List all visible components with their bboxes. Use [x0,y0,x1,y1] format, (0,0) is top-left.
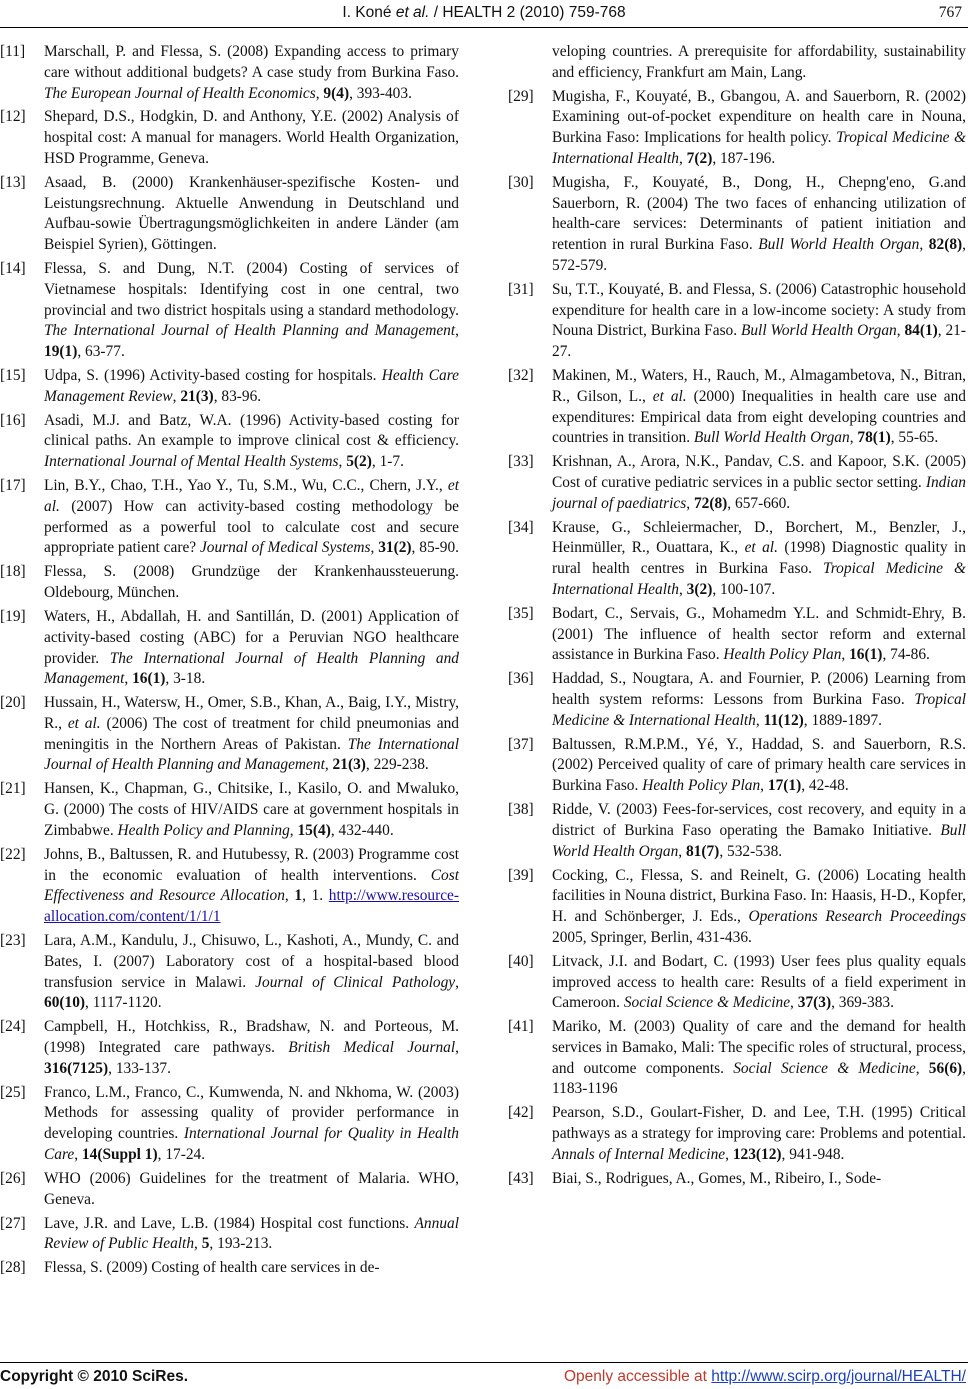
reference-text [44,608,459,687]
reference-segment: , 229-238. [365,756,429,774]
references-right-column [508,42,966,1193]
reference-volume: 14(Suppl 1) [81,1145,158,1163]
reference-entry [0,845,459,928]
reference-segment: veloping countries. A prerequisite for affordability, sustainability and efficiency, Frankfurt am Main, Lang. [552,43,966,81]
reference-segment: , 63-77. [77,343,125,361]
reference-text [44,477,459,556]
reference-segment: , [896,322,905,340]
reference-text [552,867,966,946]
reference-segment: Pearson, S.D., Goulart-Fisher, D. and Lee, T.H. (1995) Critical pathways as a strategy for improving care: Problems and potential. [552,1104,966,1143]
reference-segment: , [194,1235,202,1253]
reference-text [44,108,459,167]
header-author: I. Koné [342,4,396,21]
reference-volume: 31(2) [378,539,412,557]
reference-volume: 11(12) [763,711,804,729]
reference-journal: Journal of Medical Systems [199,539,371,557]
reference-number: [16] [0,411,26,429]
reference-journal: Annual Review of Public Health [44,1214,459,1253]
reference-entry [508,735,966,797]
reference-segment: Asadi, M.J. and Batz, W.A. (1996) Activity-based costing for clinical paths. An example to improve clinical cost & efficiency. [44,411,459,450]
reference-segment: , 193-213. [209,1235,273,1253]
reference-volume: 84(1) [904,322,938,340]
reference-segment: , [915,1059,929,1077]
open-access-label: Openly accessible at [563,1368,712,1385]
references-left-column [0,42,459,1282]
reference-segment: , [370,539,379,557]
reference-journal: Operations Research Proceedings [748,908,966,926]
reference-entry [0,1017,459,1079]
reference-segment: , [686,494,694,512]
reference-entry [508,1169,966,1190]
reference-number: [25] [0,1083,26,1101]
reference-entry [0,1169,459,1211]
reference-segment: Bodart, C., Servais, G., Mohamedm Y.L. and Schmidt-Ehry, B. (2001) The influence of health sector reform and external assistance in Burkina Faso. [552,604,966,664]
reference-segment: , [678,842,686,860]
reference-entry [0,779,459,841]
reference-entry [0,931,459,1014]
reference-segment: , [289,821,298,839]
reference-number: [14] [0,260,26,278]
reference-volume: 17(1) [767,777,802,795]
reference-number: [23] [0,932,26,949]
reference-segment: , [919,236,929,254]
reference-segment: Ridde, V. (2003) Fees-for-services, cost recovery, and equity in a district of Burkina Faso operating the Bamako Initiative. [552,801,966,839]
reference-journal: The International Journal of Health Planning and Management [44,322,456,340]
reference-text [44,412,459,471]
reference-segment: Flessa, S. and Dung, N.T. (2004) Costing of services of Vietnamese hospitals: Identifying cost in one central, two provincial and two district hospitals using a standard methodology. [44,260,459,319]
reference-segment: Litvack, J.I. and Bodart, C. (1993) User fees plus quality equals improved access to health care: Results of a field experiment in Cameroon. [552,952,966,1012]
header-rule [0,27,968,28]
reference-journal: Annals of Internal Medicine [552,1145,726,1163]
reference-segment: , 393-403. [349,84,412,102]
reference-text [552,519,966,598]
reference-segment: Krause, G., Schleiermacher, D., Borchert, M., Benzler, J., Heinmüller, R., Ouattara, K., [552,518,966,557]
reference-segment: Hansen, K., Chapman, G., Chitsike, I., Kasilo, O. and Mwaluko, G. (2000) The costs of HIV/AIDS care at government hospitals in Zimbabwe. [44,780,459,839]
reference-segment: WHO (2006) Guidelines for the treatment of Malaria. WHO, Geneva. [44,1169,459,1208]
reference-text [44,563,459,601]
open-access-notice [564,1368,966,1386]
reference-entry [508,452,966,514]
reference-segment: Krishnan, A., Arora, N.K., Pandav, C.S. and Kapoor, S.K. (2005) Cost of curative pediatric services in a public sector setting. [552,453,966,491]
reference-number: [36] [508,670,534,688]
reference-journal: Bull World Health Organ [693,429,850,447]
reference-entry [0,42,459,104]
reference-segment: , 1183-1196 [552,1059,966,1098]
reference-number: [24] [0,1018,26,1036]
reference-journal: et al. [652,387,687,405]
header-journal: / HEALTH 2 (2010) 759-768 [429,4,626,21]
reference-journal: The International Journal of Health Planning and Management [44,735,459,774]
reference-entry [508,518,966,601]
reference-segment: Su, T.T., Kouyaté, B. and Flessa, S. (2006) Catastrophic household expenditure for health care in a low-income society: A study from Nouna District, Burkina Faso. [552,280,966,340]
reference-journal: Social Science & Medicine [733,1059,916,1077]
reference-journal: The International Journal of Health Planning and Management [44,649,459,688]
reference-number: [20] [0,694,26,712]
reference-entry [0,366,459,408]
reference-segment: Haddad, S., Nougtara, A. and Fournier, P. (2006) Learning from health system reforms: Lessons from Burkina Faso. [552,670,966,708]
reference-journal: et al. [744,539,778,557]
reference-segment: , [455,973,459,991]
reference-volume: 56(6) [928,1059,963,1077]
reference-segment: , [315,84,324,102]
reference-segment: , 3-18. [165,670,206,688]
reference-volume: 3(2) [686,580,713,598]
reference-segment: , [678,580,687,598]
reference-number: [15] [0,367,26,384]
reference-entry [508,604,966,666]
reference-number: [31] [508,280,534,298]
reference-number: [17] [0,477,26,495]
reference-segment: Asaad, B. (2000) Krankenhäuser-spezifische Kosten- und Leistungsrechnung. Aktuelle Anwendung in Deutschland und Aufbau-sowie Übertragungsmöglichkeiten in andere Länder (am Beispiel Syrien), Göttingen. [44,173,459,254]
reference-entry [0,1258,459,1279]
reference-text [552,367,966,446]
reference-segment: Marschall, P. and Flessa, S. (2008) Expanding access to primary care without additional budgets? A case study from Burkina Faso. [44,43,459,81]
reference-volume: 19(1) [44,343,78,361]
reference-text [44,174,459,253]
reference-number: [39] [508,866,534,884]
reference-entry [0,107,459,169]
reference-number: [29] [508,87,534,105]
reference-volume: 1 [294,887,303,905]
reference-segment: , [849,429,858,447]
reference-segment: , 941-948. [781,1145,845,1163]
reference-segment: , [74,1145,82,1163]
reference-journal: British Medical Journal [288,1038,456,1056]
reference-segment: , 1117-1120. [85,994,162,1012]
reference-entry [508,366,966,449]
reference-segment: , 85-90. [411,539,459,557]
reference-entry [0,607,459,690]
copyright-notice: Copyright © 2010 SciRes. [0,1368,189,1385]
reference-text [44,846,459,925]
reference-journal: Tropical Medicine & International Health [552,129,966,167]
reference-number: [26] [0,1169,26,1187]
reference-segment: Campbell, H., Hotchkiss, R., Bradshaw, N. and Porteous, M. (1998) Integrated care pathways. [44,1018,459,1056]
reference-text [44,780,459,839]
reference-segment: , 55-65. [890,429,939,447]
reference-number: [32] [508,367,534,384]
reference-number: [12] [0,108,26,126]
reference-volume: 81(7) [685,842,720,860]
reference-segment: Franco, L.M., Franco, C., Kumwenda, N. and Nkhoma, W. (2003) Methods for assessing quality of provider performance in developing countries. [44,1083,459,1143]
reference-journal: Tropical Medicine & International Health [552,560,966,598]
reference-volume: 16(1) [849,646,883,664]
reference-journal: Bull World Health Organ [740,322,897,340]
reference-number: [34] [508,518,534,536]
reference-segment: (2006) The cost of treatment for child pneumonias and meningitis in the Northern Areas of Pakistan. [44,714,459,753]
page-footer [0,1368,968,1389]
reference-number: [19] [0,608,26,625]
reference-journal: Bull World Health Organ [552,821,966,860]
reference-text [552,1170,881,1187]
reference-volume: 123(12) [732,1145,782,1163]
reference-segment: , 1-7. [371,453,404,471]
reference-number: [30] [508,173,534,191]
reference-entry [508,669,966,731]
reference-text [552,605,966,664]
reference-volume: 21(3) [180,387,214,405]
reference-text [552,1104,966,1163]
reference-text [44,367,459,405]
reference-segment: Biai, S., Rodrigues, A., Gomes, M., Ribeiro, I., Sode- [552,1169,882,1187]
reference-volume: 21(3) [332,756,366,774]
reference-journal: Indian journal of paediatrics [552,473,966,512]
reference-entry [0,476,459,559]
journal-link[interactable]: http://www.scirp.org/journal/HEALTH/ [711,1368,966,1385]
reference-journal: Health Policy Plan [642,777,761,795]
reference-volume: 5 [201,1235,210,1253]
reference-text [552,1018,966,1097]
reference-number: [38] [508,801,534,819]
reference-segment: Udpa, S. (1996) Activity-based costing for hospitals. [44,367,382,384]
reference-text [552,670,966,729]
reference-segment: (2007) How can activity-based costing methodology be performed as a powerful tool to calculate cost and secure appropriate patient care? [44,497,459,557]
reference-segment: , [284,887,295,905]
reference-number: [43] [508,1169,534,1187]
reference-journal: International Journal of Mental Health Systems [44,453,339,471]
reference-number: [42] [508,1104,534,1122]
reference-text [552,88,966,167]
reference-entry [508,87,966,170]
running-header [0,2,968,26]
reference-segment: Mariko, M. (2003) Quality of care and the demand for health services in Bamako, Mali: The specific roles of structural, process, and outcome components. [552,1018,966,1077]
reference-journal: Health Policy and Planning [117,821,290,839]
reference-number: [40] [508,952,534,970]
reference-volume: 15(4) [297,821,331,839]
reference-segment: , 187-196. [712,149,776,167]
reference-segment: Mugisha, F., Kouyaté, B., Gbangou, A. and Sauerborn, R. (2002) Examining out-of-pocket expenditure on health care in Nouna, Burkina Faso: Implications for health policy. [552,87,966,147]
reference-segment: , 432-440. [330,821,394,839]
reference-segment: 2005, Springer, Berlin, 431-436. [552,928,752,946]
reference-segment: , 83-96. [213,387,262,405]
reference-segment: , [678,149,687,167]
reference-segment: Baltussen, R.M.P.M., Yé, Y., Haddad, S. and Sauerborn, R.S. (2002) Perceived quality of care of primary health care services in Burkina Faso. [552,735,966,795]
reference-text [44,1170,459,1208]
reference-number: [22] [0,845,26,863]
reference-entry [508,800,966,862]
reference-segment: , 100-107. [712,580,776,598]
reference-journal: Bull World Health Organ [758,236,920,254]
reference-number: [13] [0,173,26,191]
reference-text [552,174,966,274]
reference-journal: The European Journal of Health Economics [44,84,316,102]
reference-segment: , [338,453,347,471]
reference-journal: et al. [44,477,459,515]
reference-volume: 5(2) [346,453,372,471]
reference-entry [0,411,459,473]
reference-entry [0,1214,459,1256]
reference-segment: Shepard, D.S., Hodgkin, D. and Anthony, Y.E. (2002) Analysis of hospital cost: A manual for managers. World Health Organization, HSD Programme, Geneva. [44,108,459,167]
reference-segment: , [172,387,181,405]
reference-segment: Mugisha, F., Kouyaté, B., Dong, H., Chepng'eno, G.and Sauerborn, R. (2004) The two faces of enhancing utilization of health-care services: Determinants of patient initiation and retention in rural Burkina Faso. [552,173,966,254]
reference-journal: Health Care Management Review [44,367,459,405]
reference-volume: 78(1) [857,429,891,447]
reference-segment: Hussain, H., Watersw, H., Omer, S.B., Khan, A., Baig, I.Y., Mistry, R., [44,694,459,732]
reference-segment: (2000) Inequalities in health care use and expenditures: Empirical data from eight developing countries and countries in transition. [552,387,966,447]
reference-segment: , [455,1038,460,1056]
reference-number: [37] [508,735,534,753]
reference-entry [0,562,459,604]
reference-text [44,1018,459,1077]
reference-text [552,801,966,860]
reference-text [552,43,966,81]
reference-segment: Lin, B.Y., Chao, T.H., Yao Y., Tu, S.M., Wu, C.C., Chern, J.Y., [44,477,448,495]
reference-number: [33] [508,453,534,471]
reference-text [44,932,459,1011]
reference-number: [28] [0,1259,26,1277]
reference-journal: Journal of Clinical Pathology [255,973,456,991]
reference-entry [508,42,966,84]
reference-entry [0,259,459,363]
reference-entry [508,952,966,1014]
page-number: 767 [938,4,962,21]
reference-segment: , 21-27. [552,322,966,361]
reference-entry [0,173,459,256]
reference-segment: Lave, J.R. and Lave, L.B. (1984) Hospital cost functions. [44,1214,415,1232]
reference-journal: Tropical Medicine & International Health [552,691,966,729]
reference-segment: , 1. [302,887,329,905]
reference-link[interactable]: http://www.resource-allocation.com/content/1/1/1 [44,887,459,926]
reference-text [44,43,459,102]
reference-entry [508,280,966,363]
reference-segment: , [790,994,798,1012]
reference-segment: Waters, H., Abdallah, H. and Santillán, D. (2001) Application of activity-based costing (ABC) for a Peruvian NGO healthcare provider. [44,608,459,667]
reference-text [552,281,966,360]
reference-segment: Cocking, C., Flessa, S. and Reinelt, G. (2006) Locating health facilities in Nouna district, Burkina Faso. In: Haasis, H-D., Kopfer, H. and Schönberger, J. Eds., [552,866,966,926]
reference-segment: , [725,1145,733,1163]
reference-segment: , 532-538. [719,842,783,860]
reference-text [44,1084,459,1163]
reference-entry [508,866,966,949]
reference-volume: 82(8) [928,236,963,254]
reference-text [44,694,459,773]
reference-text [552,953,966,1012]
reference-volume: 9(4) [323,84,350,102]
reference-volume: 60(10) [44,994,86,1012]
reference-entry [508,1017,966,1100]
reference-text [44,260,459,360]
reference-volume: 316(7125) [44,1059,109,1077]
reference-segment: Flessa, S. (2008) Grundzüge der Krankenhaussteuerung. Oldebourg, München. [44,563,459,602]
reference-segment: , 42-48. [801,777,849,795]
reference-segment: , 74-86. [882,646,930,664]
reference-volume: 37(3) [797,994,832,1012]
reference-text [44,1215,459,1253]
reference-entry [0,1083,459,1166]
reference-segment: , 572-579. [552,236,966,274]
reference-segment: , [755,711,764,729]
reference-volume: 7(2) [686,149,713,167]
reference-journal: Cost Effectiveness and Resource Allocation [44,866,459,905]
reference-text [552,736,966,795]
running-title [0,4,968,22]
reference-segment: , 1889-1897. [803,711,883,729]
reference-number: [35] [508,604,534,622]
reference-journal: Health Policy Plan [723,646,842,664]
reference-journal: International Journal for Quality in Health Care [44,1125,459,1163]
reference-segment: Makinen, M., Waters, H., Rauch, M., Almagambetova, N., Bitran, R., Gilson, L., [552,367,966,405]
reference-segment: , 369-383. [831,994,894,1012]
reference-number: [21] [0,780,26,798]
reference-entry [0,693,459,776]
reference-text [552,453,966,512]
reference-segment: , 17-24. [157,1145,206,1163]
reference-volume: 16(1) [132,670,166,688]
reference-segment: (1998) Diagnostic quality in rural health centres in Burkina Faso. [552,539,966,578]
reference-segment: , [760,777,768,795]
reference-segment: Johns, B., Baltussen, R. and Hutubessy, R. (2003) Programme cost in the economic evaluation of health interventions. [44,845,459,884]
reference-number: [41] [508,1018,534,1036]
reference-segment: , [455,322,459,340]
reference-segment: Lara, A.M., Kandulu, J., Chisuwo, L., Kashoti, A., Mundy, C. and Bates, I. (2007) Laboratory cost of a hospital-based blood transfusion service in Malawi. [44,932,459,991]
reference-segment: Flessa, S. (2009) Costing of health care services in de- [44,1259,380,1277]
header-etal: et al. [395,4,430,21]
reference-segment: , 133-137. [108,1059,171,1077]
footer-rule [0,1362,968,1363]
reference-segment: , [841,646,850,664]
reference-number: [27] [0,1214,26,1232]
reference-segment: , [124,670,133,688]
reference-segment: , [324,756,333,774]
reference-number: [11] [0,43,26,60]
reference-journal: Social Science & Medicine [623,994,791,1012]
reference-entry [508,1103,966,1165]
reference-journal: et al. [67,714,101,732]
reference-number: [18] [0,563,26,581]
reference-entry [508,173,966,277]
reference-text [44,1259,380,1276]
reference-segment: , 657-660. [727,494,791,512]
reference-volume: 72(8) [693,494,728,512]
